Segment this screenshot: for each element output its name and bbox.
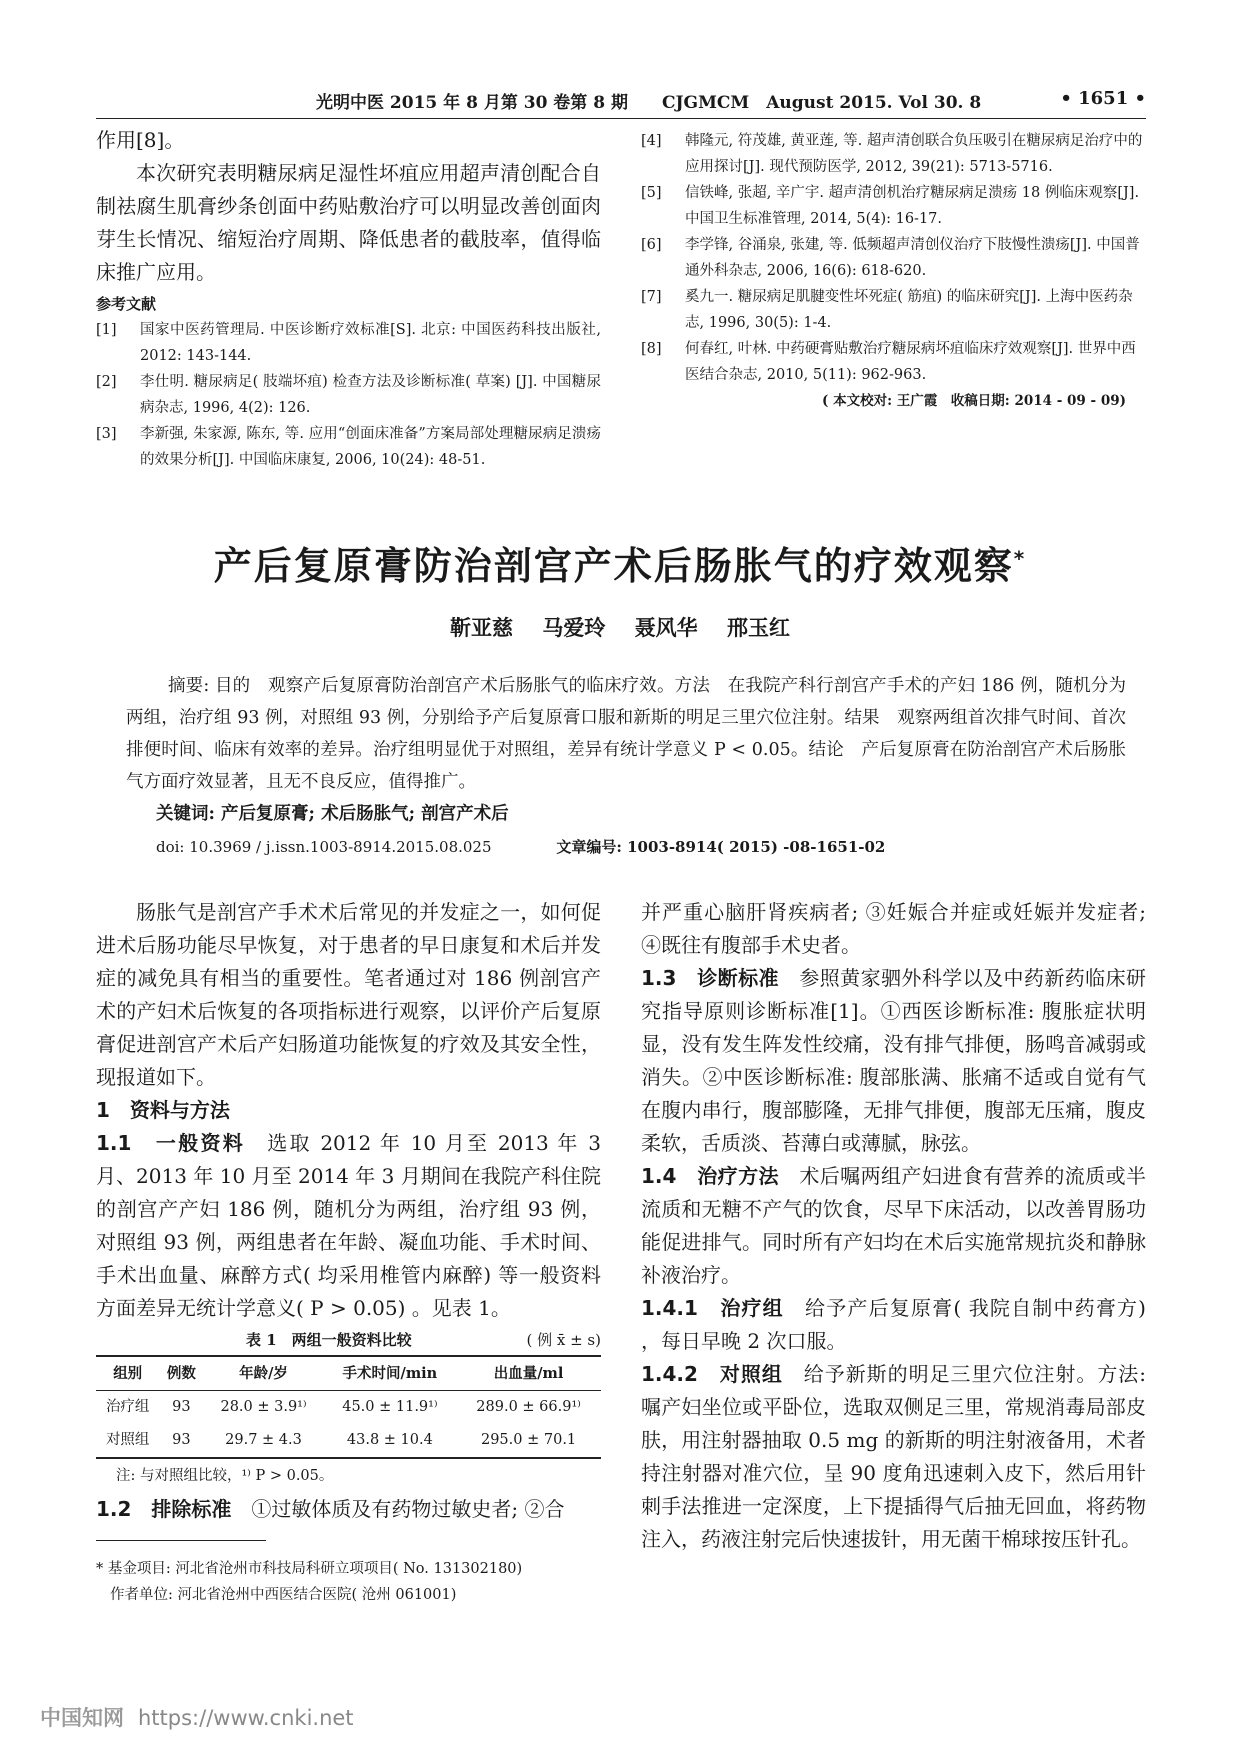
section-1-heading: 1 资料与方法	[96, 1098, 230, 1122]
table-cell: 28.0 ± 3.9¹⁾	[220, 1399, 307, 1415]
prev-paragraph-2: 本次研究表明糖尿病足湿性坏疽应用超声清创配合自制祛腐生肌膏纱条创面中药贴敷治疗可以明显改善创面肉芽生长情况、缩短治疗周期、降低患者的截肢率，值得临床推广应用。	[96, 161, 601, 284]
table-cell: 43.8 ± 10.4	[324, 1424, 457, 1458]
table-unit: ( 例 x̄ ± s)	[526, 1331, 601, 1349]
reference-item: [4] 韩隆元, 符茂雄, 黄亚莲, 等. 超声清创联合负压吸引在糖尿病足治疗中的应用探讨[J]. 现代预防医学, 2012, 39(21): 5713-5716.	[641, 133, 1143, 175]
reference-item: [7] 奚九一. 糖尿病足肌腱变性坏死症( 筋疽) 的临床研究[J]. 上海中医药杂志, 1996, 30(5): 1-4.	[641, 289, 1133, 331]
running-header	[96, 88, 1146, 116]
prev-article-left	[96, 124, 601, 473]
journal-info: 光明中医 2015 年 8 月第 30 卷第 8 期 CJGMCM August 2015. Vol 30. 8	[316, 93, 982, 113]
article-title: 产后复原膏防治剖宫产术后肠胀气的疗效观察*	[213, 544, 1027, 588]
table-cell: 295.0 ± 70.1	[456, 1424, 601, 1458]
authors: 靳亚慈 马爱玲 聂风华 邢玉红	[450, 615, 790, 640]
reference-item: [2] 李仕明. 糖尿病足( 肢端坏疽) 检查方法及诊断标准( 草案) [J]. 中国糖尿病杂志, 1996, 4(2): 126.	[96, 374, 601, 416]
table-cell: 289.0 ± 66.9¹⁾	[476, 1399, 581, 1415]
table-header-cell: 组别	[96, 1356, 159, 1391]
section-1-1: 1.1 一般资料 选取 2012 年 10 月至 2013 年 3 月、2013 年 10 月至 2014 年 3 月期间在我院产科住院的剖宫产产妇 186 例，随机分为两组，治疗组 93 例，对照组 93 例，两组患者在年龄、凝血功能、手术时间、手术出血量、麻醉方式( 均采用椎管内麻醉) 等一般资料方面差异无统计学意义( P > 0.05) 。见表 1。	[96, 1131, 601, 1320]
baseline-table	[96, 1355, 601, 1459]
table-header-cell: 出血量/ml	[456, 1356, 601, 1391]
title-footnote-mark: *	[1013, 546, 1027, 571]
references-list-right	[641, 128, 1146, 414]
reference-item: [3] 李新强, 朱家源, 陈东, 等. 应用“创面床准备”方案局部处理糖尿病足溃疡的效果分析[J]. 中国临床康复, 2006, 10(24): 48-51.	[96, 426, 601, 468]
reference-item: [5] 信铁峰, 张超, 辛广宇. 超声清创机治疗糖尿病足溃疡 18 例临床观察[J]. 中国卫生标准管理, 2014, 5(4): 16-17.	[641, 185, 1140, 227]
table-row	[96, 1391, 601, 1425]
body-right-column	[641, 896, 1146, 1556]
doi-line	[156, 836, 956, 857]
section-1-3: 1.3 诊断标准 参照黄家驷外科学以及中药新药临床研究指导原则诊断标准[1]。①西医诊断标准: 腹胀症状明显，没有发生阵发性绞痛，没有排气排便，肠鸣音减弱或消失。②中医诊断标准: 腹部胀满、胀痛不适或自觉有气在腹内串行，腹部膨隆，无排气排便，腹部无压痛，腹皮柔软，舌质淡、苔薄白或薄腻，脉弦。	[641, 966, 1147, 1155]
reference-item: [1] 国家中医药管理局. 中医诊断疗效标准[S]. 北京: 中国医药科技出版社, 2012: 143-144.	[96, 322, 601, 364]
section-1-4-1: 1.4.1 治疗组 给予产后复原膏( 我院自制中药膏方) ，每日早晚 2 次口服。	[641, 1296, 1146, 1353]
cnki-watermark	[40, 1702, 354, 1732]
article-number: 文章编号: 1003-8914( 2015) -08-1651-02	[556, 838, 886, 856]
fund-note: * 基金项目: 河北省沧州市科技局科研立项项目( No. 131302180)	[96, 1561, 523, 1577]
references-list-left	[96, 317, 601, 473]
section-1-4: 1.4 治疗方法 术后嘱两组产妇进食有营养的流质或半流质和无糖不产气的饮食，尽早下床活动，以改善胃肠功能促进排气。同时所有产妇均在术后实施常规抗炎和静脉补液治疗。	[641, 1164, 1147, 1287]
cnki-url: https://www.cnki.net	[138, 1706, 354, 1730]
reference-item: [6] 李学锋, 谷涌泉, 张建, 等. 低频超声清创仪治疗下肢慢性溃疡[J]. 中国普通外科杂志, 2006, 16(6): 618-620.	[641, 237, 1140, 279]
table-row	[96, 1424, 601, 1458]
references-title: 参考文献	[96, 295, 157, 313]
footnotes	[96, 1556, 601, 1608]
table-header-cell: 手术时间/min	[324, 1356, 457, 1391]
table-caption-row	[96, 1325, 601, 1355]
abstract	[126, 670, 1126, 798]
table-caption: 表 1 两组一般资料比较	[246, 1331, 412, 1349]
section-1-2: 1.2 排除标准 ①过敏体质及有药物过敏史者; ②合	[96, 1497, 565, 1521]
table-note: 注: 与对照组比较，¹⁾ P > 0.05。	[116, 1468, 334, 1484]
exclusion-continued: 并严重心脑肝肾疾病者; ③妊娠合并症或妊娠并发症者; ④既往有腹部手术史者。	[641, 900, 1146, 957]
table-cell: 45.0 ± 11.9¹⁾	[342, 1399, 438, 1415]
affiliation-note: 作者单位: 河北省沧州中西医结合医院( 沧州 061001)	[110, 1587, 457, 1603]
abstract-text: 摘要: 目的 观察产后复原膏防治剖宫产术后肠胀气的临床疗效。方法 在我院产科行剖宫产手术的产妇 186 例，随机分为两组，治疗组 93 例，对照组 93 例，分别给予产后复原膏口服和新斯的明足三里穴位注射。结果 观察两组首次排气时间、首次排便时间、临床有效率的差异。治疗组明显优于对照组，差异有统计学意义 P < 0.05。结论 产后复原膏在防治剖宫产术后肠胀气方面疗效显著，且无不良反应，值得推广。	[126, 676, 1126, 792]
section-1-4-2: 1.4.2 对照组 给予新斯的明足三里穴位注射。方法: 嘱产妇坐位或平卧位，选取双侧足三里，常规消毒局部皮肤，用注射器抽取 0.5 mg 的新斯的明注射液备用，术者持注射器对准穴位，呈 90 度角迅速刺入皮下，然后用针刺手法推进一定深度，上下提插得气后抽无回血，将药物注入，药液注射完后快速拔针，用无菌干棉球按压针孔。	[641, 1362, 1146, 1551]
table-header-cell: 例数	[159, 1356, 203, 1391]
prev-paragraph-1: 作用[8]。	[96, 128, 185, 152]
body-left-column	[96, 896, 601, 1526]
table-header-cell: 年龄/岁	[203, 1356, 323, 1391]
table-cell: 治疗组	[105, 1399, 150, 1415]
doi: doi: 10.3969 / j.issn.1003-8914.2015.08.025	[156, 838, 492, 856]
keywords: 关键词: 产后复原膏; 术后肠胀气; 剖宫产术后	[156, 804, 509, 824]
page-number: • 1651 •	[1060, 88, 1146, 109]
table-header-row	[96, 1356, 601, 1391]
reference-item: [8] 何春红, 叶林. 中药硬膏贴敷治疗糖尿病坏疽临床疗效观察[J]. 世界中西医结合杂志, 2010, 5(11): 962-963.	[641, 341, 1136, 383]
table-cell: 对照组	[96, 1424, 159, 1458]
header-rule	[96, 118, 1146, 119]
table-cell: 93	[172, 1399, 191, 1415]
footnote-rule	[96, 1540, 266, 1541]
cnki-logo-text: 中国知网	[40, 1706, 124, 1730]
table-cell: 93	[159, 1424, 203, 1458]
intro-paragraph: 肠胀气是剖宫产手术术后常见的并发症之一，如何促进术后肠功能尽早恢复，对于患者的早日康复和术后并发症的减免具有相当的重要性。笔者通过对 186 例剖宫产术的产妇术后恢复的各项指标进行观察，以评价产后复原膏促进剖宫产术后产妇肠道功能恢复的疗效及其安全性，现报道如下。	[96, 900, 601, 1089]
table-cell: 29.7 ± 4.3	[203, 1424, 323, 1458]
proofing-note: ( 本文校对: 王广霞 收稿日期: 2014 - 09 - 09)	[822, 393, 1126, 409]
